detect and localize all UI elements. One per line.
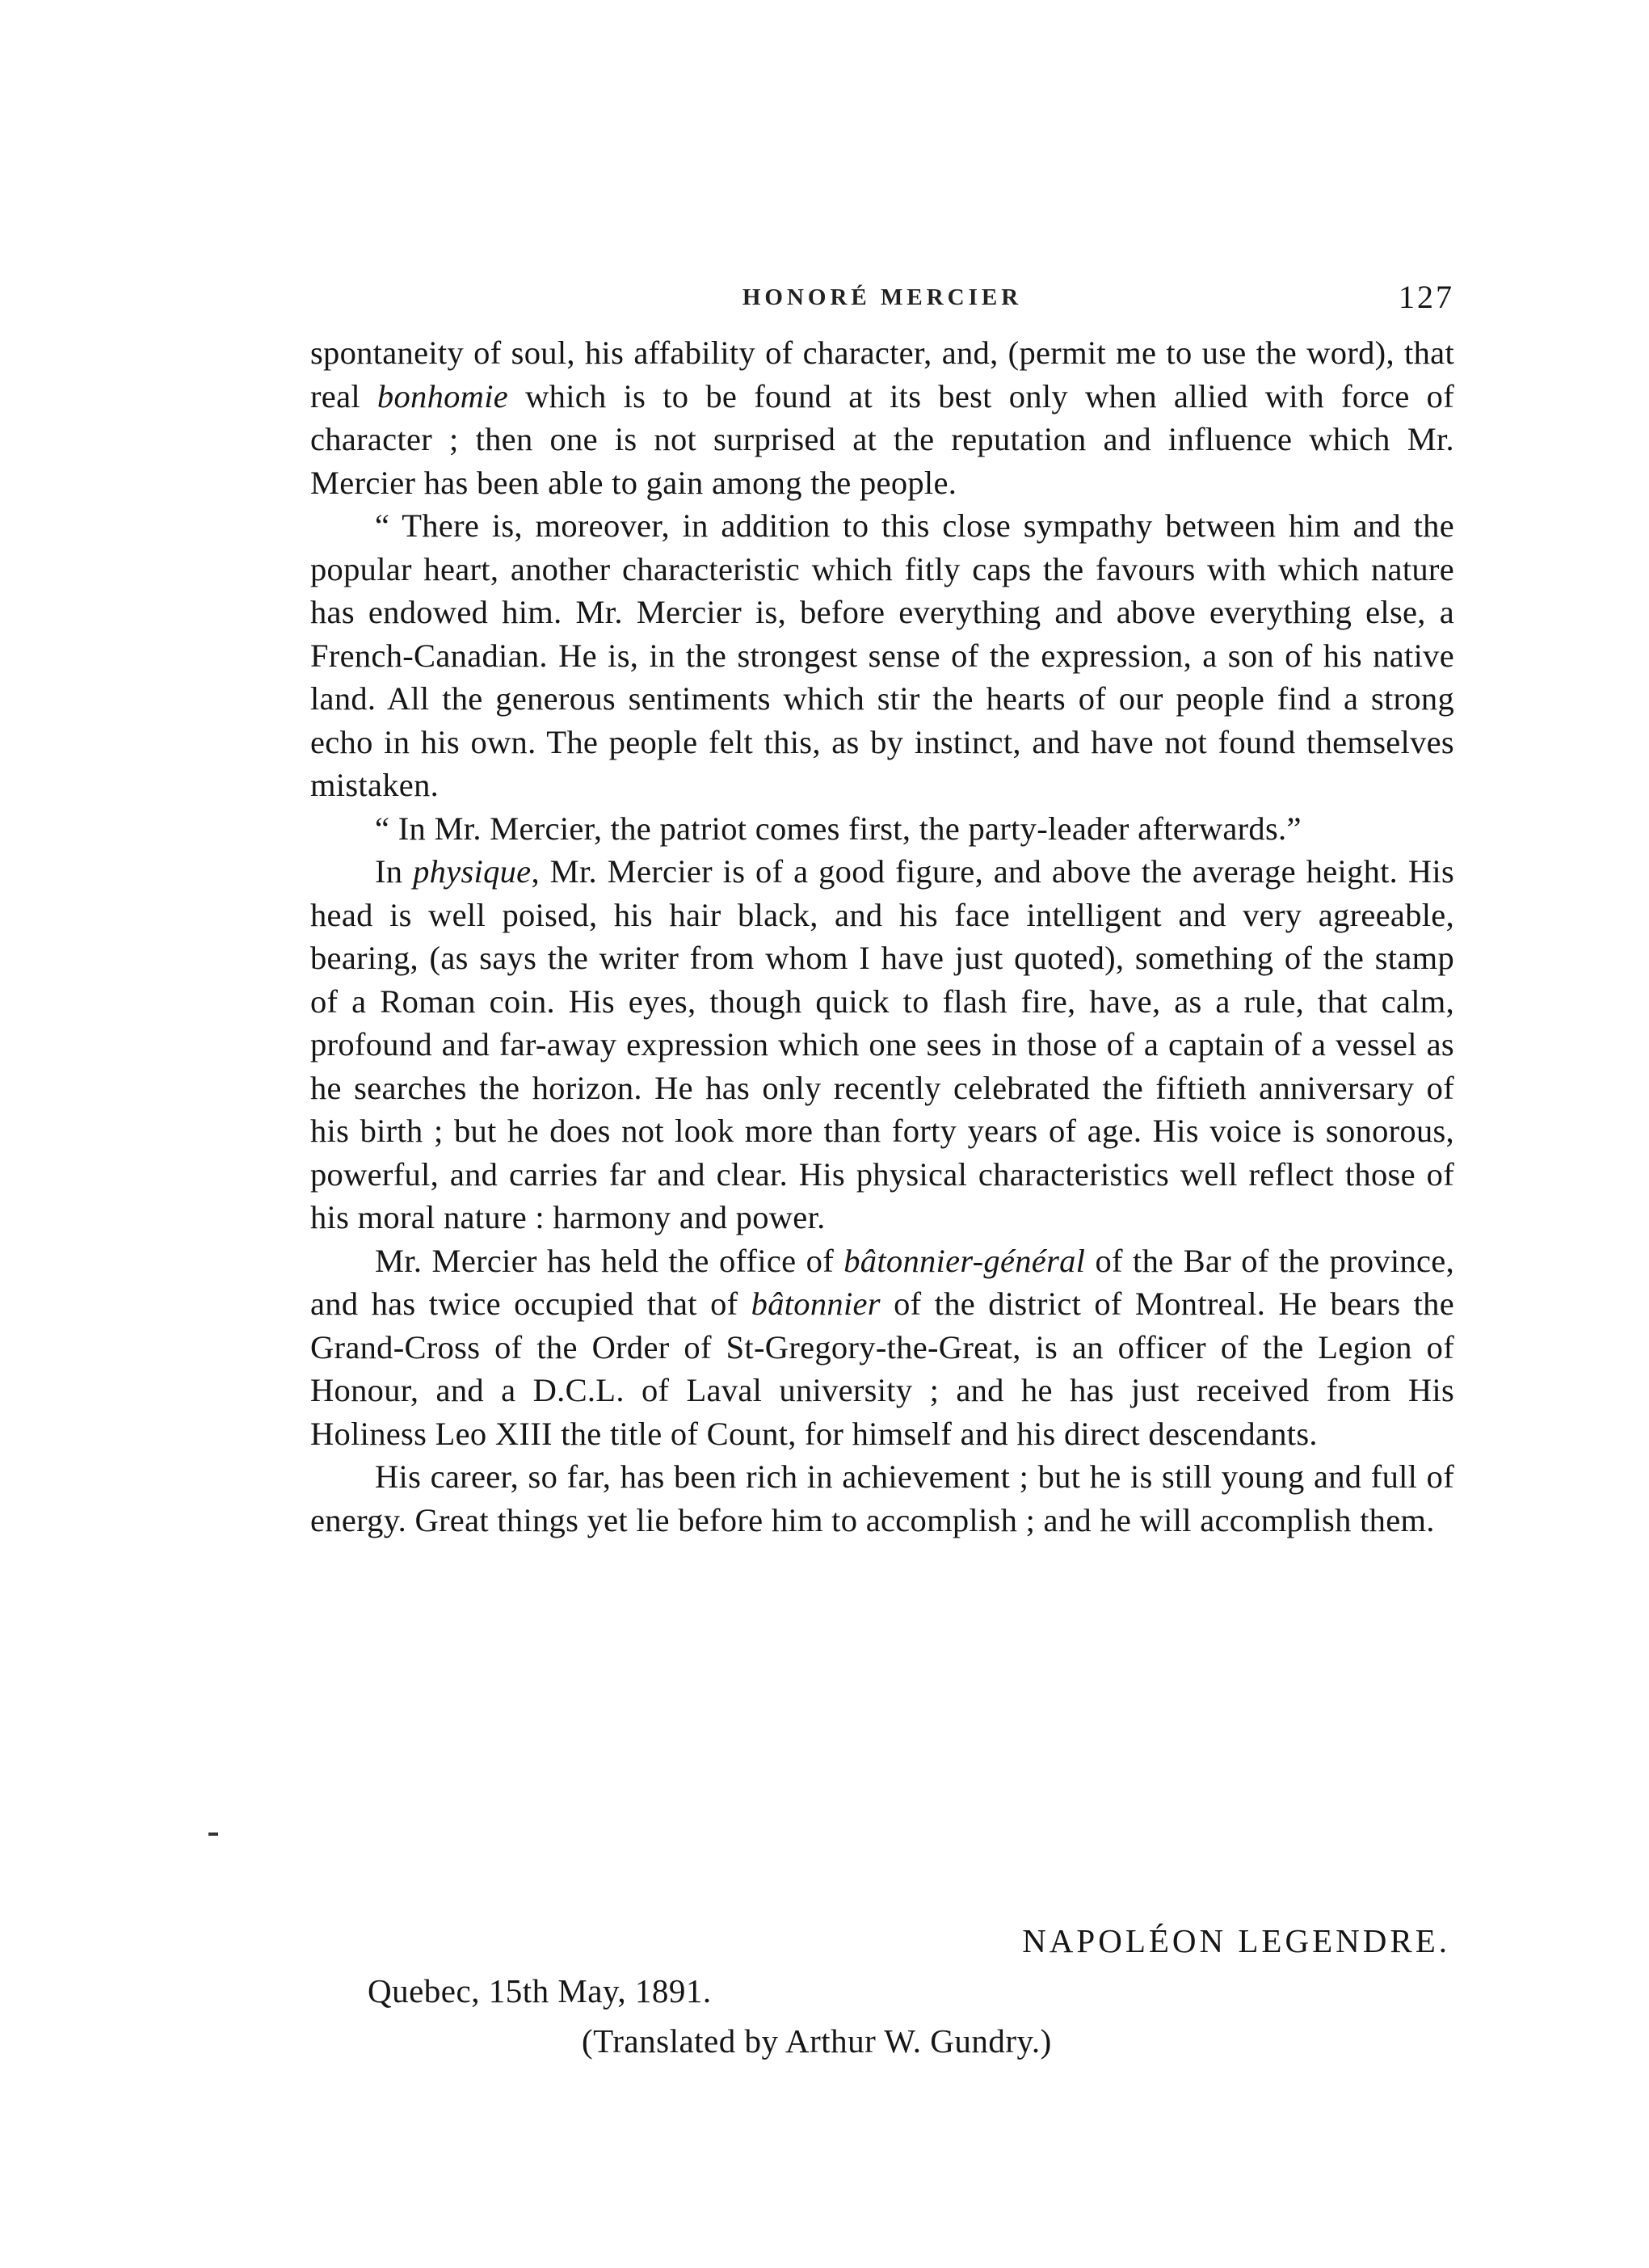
paragraph [310,504,1454,807]
paragraph [310,807,1454,851]
text-run: spontaneity of soul, his affability of character, and, (permit me to use the word), that real [310,335,1454,414]
text-run: In [375,853,414,890]
text-run: “ In Mr. Mercier, the patriot comes first, the party-leader afterwards.” [375,810,1302,847]
italic-run: physique [413,853,532,890]
text-run: of the district of Montreal. He bears the Grand-Cross of the Order of St-Gregory-the-Great, is an officer of the Legion of Honour, and a D.C.L. of Laval university ; and he has just received from His Holiness Leo XIII the title of Count, for himself and his direct descendants. [310,1285,1454,1452]
text-run: , Mr. Mercier is of a good figure, and above the average height. His head is well poised, his hair black, and his face intelligent and very agreeable, bearing, (as says the writer from whom I have just quoted), something of the stamp of a Roman coin. His eyes, though quick to flash fire, have, as a rule, that calm, profound and far-away expression which one sees in those of a captain of a vessel as he searches the horizon. He has only recently celebrated the fiftieth anniversary of his birth ; but he does not look more than forty years of age. His voice is sonorous, powerful, and carries far and clear. His physical characteristics well reflect those of his moral nature : harmony and power. [310,853,1455,1235]
dateline: Quebec, 15th May, 1891. [368,1972,712,2009]
paragraph [310,331,1454,504]
text-run: of the Bar of the province, and has twice occupied that of [310,1242,1454,1322]
author-signature: NAPOLÉON LEGENDRE. [1022,1922,1450,1959]
translator-note: (Translated by Arthur W. Gundry.) [582,2022,1052,2060]
body-text [310,331,1454,1542]
running-title: HONORÉ MERCIER [742,284,1023,310]
paragraph [310,1455,1454,1542]
running-head [310,279,1454,325]
italic-run: bâtonnier [751,1285,881,1322]
paragraph [310,850,1454,1239]
text-run: “ There is, moreover, in addition to this close sympathy between him and the popular heart, another characteristic which fitly caps the favours with which nature has endowed him. Mr. Mercier is, before everything and above everything else, a French-Canadian. He is, in the strongest sense of the expression, a son of his native land. All the generous sentiments which stir the hearts of our people find a strong echo in his own. The people felt this, as by instinct, and have not found themselves mistaken. [310,507,1454,803]
text-run: Mr. Mercier has held the office of [375,1242,844,1279]
paragraph [310,1239,1454,1456]
text-run: which is to be found at its best only when allied with force of character ; then one is not surprised at the reputation and influence which Mr. Mercier has been able to gain among the people. [310,377,1454,501]
italic-run: bâtonnier-général [843,1242,1086,1279]
page-number: 127 [1399,279,1454,315]
italic-run: bonhomie [376,377,509,414]
text-run: His career, so far, has been rich in achievement ; but he is still young and full of energy. Great things yet lie before him to accomplish ; and he will accomplish them. [310,1458,1454,1538]
margin-mark [208,1832,218,1836]
